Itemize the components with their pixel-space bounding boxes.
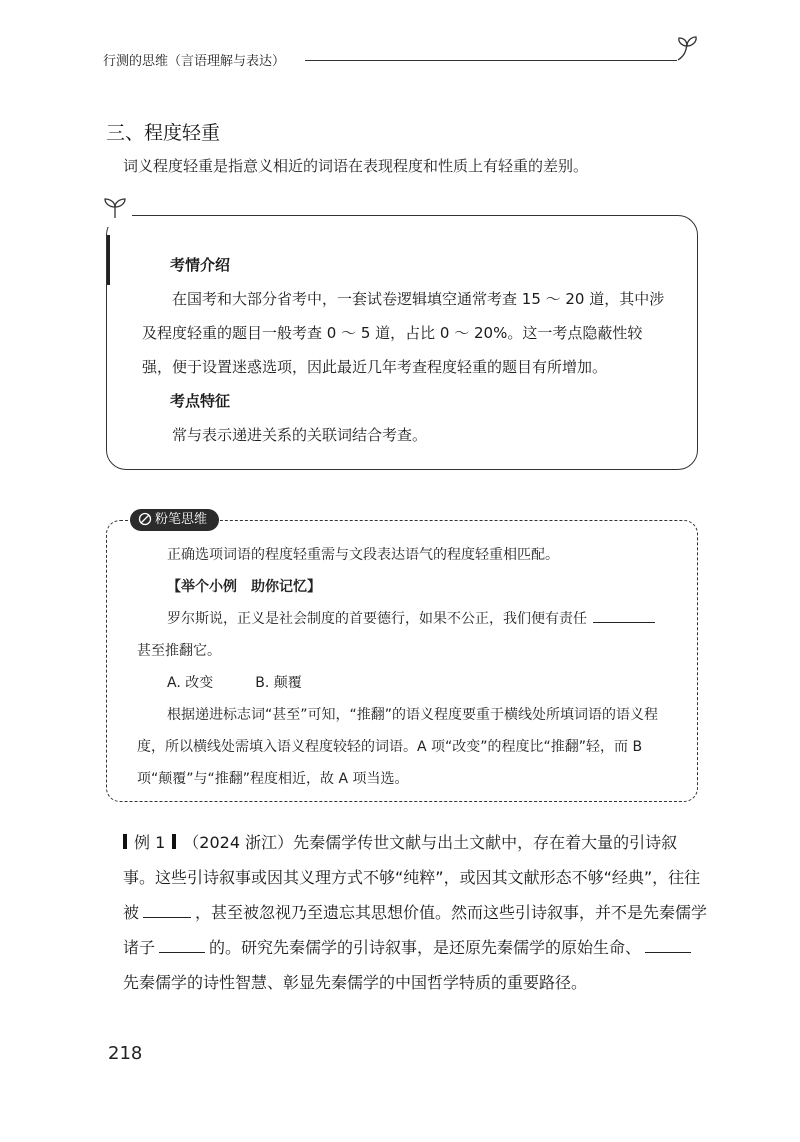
example-passage-3: 的。研究先秦儒学的引诗叙事，是还原先秦儒学的原始生命、 bbox=[209, 938, 642, 957]
option-a: A. 改变 bbox=[167, 675, 214, 691]
example-passage-4: 先秦儒学的诗性智慧、彰显先秦儒学的中国哲学特质的重要路径。 bbox=[123, 973, 588, 992]
chalk-options bbox=[137, 667, 677, 699]
chalk-thinking-badge bbox=[130, 509, 219, 531]
option-b: B. 颠覆 bbox=[255, 675, 302, 691]
exam-info-paragraph: 在国考和大部分省考中，一套试卷逻辑填空通常考查 15 ～ 20 道，其中涉及程度轻重的题目一般考查 0 ～ 5 道，占比 0 ～ 20%。这一考点隐蔽性较强，便于设置迷惑选项，因此最近几年考查程度轻重的题目有所增加。 bbox=[142, 290, 665, 376]
chalk-icon bbox=[138, 512, 152, 526]
page-number: 218 bbox=[108, 1043, 143, 1064]
exam-feature-paragraph: 常与表示递进关系的关联词结合考查。 bbox=[172, 426, 428, 444]
exam-feature-heading: 考点特征 bbox=[170, 392, 231, 410]
exam-info-heading: 考情介绍 bbox=[170, 256, 231, 274]
chalk-example-sentence-cont: 甚至推翻它。 bbox=[137, 643, 221, 659]
exam-info-content bbox=[142, 248, 670, 452]
example-sentence-text: 罗尔斯说，正义是社会制度的首要德行，如果不公正，我们便有责任 bbox=[167, 611, 587, 627]
tag-bar-right bbox=[172, 834, 176, 849]
sprout-icon bbox=[100, 196, 130, 220]
fill-blank bbox=[159, 936, 205, 953]
section-title: 三、程度轻重 bbox=[106, 122, 221, 144]
example-source: （2024 浙江） bbox=[183, 833, 294, 852]
example-passage-2: ，甚至被忽视乃至遗忘其思想价值。然而这些引诗叙事，并不是先秦儒学诸子 bbox=[123, 903, 708, 957]
fill-blank bbox=[143, 901, 191, 918]
sprout-icon bbox=[674, 34, 702, 62]
section-intro: 词义程度轻重是指意义相近的词语在表现程度和性质上有轻重的差别。 bbox=[123, 157, 589, 175]
header-rule bbox=[305, 60, 677, 61]
chalk-example-label: 【举个小例 助你记忆】 bbox=[167, 579, 321, 595]
box-accent-bar bbox=[107, 235, 110, 285]
fill-blank bbox=[593, 606, 655, 623]
example-question-text bbox=[123, 825, 708, 1000]
chalk-explanation: 根据递进标志词“甚至”可知，“推翻”的语义程度要重于横线处所填词语的语义程度，所以横线处需填入语义程度较轻的词语。A 项“改变”的程度比“推翻”轻，而 B 项“颠覆”与“推翻”程度相近，故 A 项当选。 bbox=[137, 707, 659, 787]
example-question bbox=[123, 825, 708, 1000]
example-tag: 例 1 bbox=[134, 833, 166, 852]
chalk-thinking-content bbox=[137, 539, 677, 795]
chalk-principle: 正确选项词语的程度轻重需与文段表达语气的程度轻重相匹配。 bbox=[167, 547, 559, 563]
running-header: 行测的思维（言语理解与表达） bbox=[103, 54, 286, 69]
tag-bar-left bbox=[123, 834, 127, 849]
fill-blank bbox=[645, 936, 691, 953]
chalk-example-sentence bbox=[137, 603, 677, 635]
badge-label: 粉笔思维 bbox=[155, 512, 208, 527]
example-passage-1: 先秦儒学传世文献与出土文献中，存在着大量的引诗叙事。这些引诗叙事或因其义理方式不够“纯粹”，或因其文献形态不够“经典”，往往被 bbox=[123, 833, 701, 922]
